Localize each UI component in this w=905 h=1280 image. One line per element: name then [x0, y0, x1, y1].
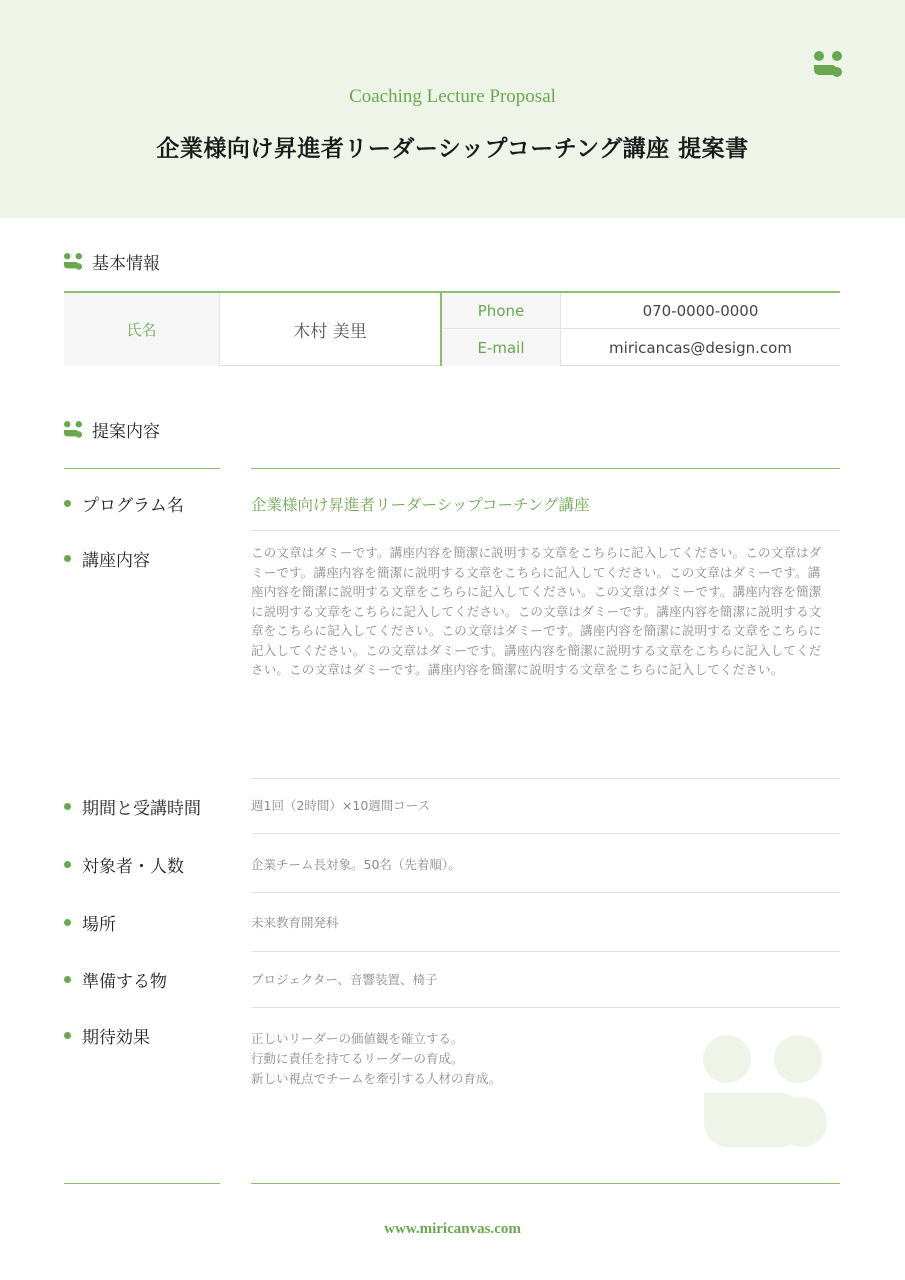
divider — [251, 892, 840, 893]
name-value: 木村 美里 — [293, 322, 367, 342]
bullet-dot — [64, 803, 71, 810]
bullet-dot — [64, 500, 71, 507]
bullet-dot — [64, 1032, 71, 1039]
period-value: 週1回（2時間）×10週間コース — [251, 798, 431, 813]
row-label-text: 期待効果 — [82, 1028, 150, 1048]
items-row-label — [64, 967, 167, 992]
bullet-dot — [64, 976, 71, 983]
divider — [251, 468, 840, 469]
place-row-label — [64, 910, 116, 935]
bullet-dot — [64, 861, 71, 868]
row-label-text: プログラム名 — [82, 496, 184, 516]
effect-item: 行動に責任を持てるリーダーの育成。 — [251, 1051, 464, 1066]
row-label-text: 場所 — [82, 915, 116, 935]
place-value: 未来教育開発科 — [251, 915, 339, 930]
divider — [64, 468, 220, 469]
phone-value: 070-0000-0000 — [561, 293, 840, 329]
effect-row-label — [64, 1023, 150, 1048]
bullet-dot — [64, 919, 71, 926]
document-title: 企業様向け昇進者リーダーシップコーチング講座 提案書 — [156, 136, 749, 162]
content-description: この文章はダミーです。講座内容を簡潔に説明する文章をこちらに記入してください。この文章はダミーです。講座内容を簡潔に説明する文章をこちらに記入してください。この文章はダミーです。講座内容を簡潔に説明する文章をこちらに記入してください。この文章はダミーです。講座内容を簡潔に説明する文章をこちらに記入してください。この文章はダミーです。講座内容を簡潔に説明する文章をこちらに記入してください。この文章はダミーです。講座内容を簡潔に説明する文章をこちらに記入してください。この文章はダミーです。講座内容を簡潔に説明する文章をこちらに記入してください。この文章はダミーです。講座内容を簡潔に説明する文章をこちらに記入してください。 — [251, 545, 822, 677]
divider — [251, 1007, 840, 1008]
row-label-text: 期間と受講時間 — [82, 799, 201, 819]
section-basic-info — [64, 249, 160, 274]
brand-logo-icon — [814, 51, 842, 79]
section-logo-icon — [64, 421, 82, 439]
target-value: 企業チーム長対象。50名（先着順）。 — [251, 857, 461, 872]
document-subtitle: Coaching Lecture Proposal — [349, 86, 556, 107]
effect-item: 新しい視点でチームを牽引する人材の育成。 — [251, 1071, 502, 1086]
phone-label: Phone — [442, 293, 561, 329]
section-title: 提案内容 — [92, 422, 160, 442]
row-label-text: 準備する物 — [82, 972, 167, 992]
target-row-label — [64, 852, 184, 877]
row-label-text: 講座内容 — [82, 551, 150, 571]
divider — [64, 1183, 220, 1184]
footer-url: www.miricanvas.com — [384, 1221, 521, 1237]
program-name-value: 企業様向け昇進者リーダーシップコーチング講座 — [251, 496, 590, 514]
items-value: プロジェクター、音響装置、椅子 — [251, 972, 438, 987]
period-row-label — [64, 794, 201, 819]
section-proposal — [64, 417, 160, 442]
section-title: 基本情報 — [92, 254, 160, 274]
program-row-label — [64, 491, 184, 516]
email-value: miricancas@design.com — [609, 339, 792, 357]
divider — [251, 833, 840, 834]
divider — [251, 1183, 840, 1184]
name-label: 氏名 — [64, 293, 220, 366]
section-logo-icon — [64, 253, 82, 271]
divider — [251, 778, 840, 779]
divider — [251, 951, 840, 952]
row-label-text: 対象者・人数 — [82, 857, 184, 877]
divider — [251, 530, 840, 531]
effect-item: 正しいリーダーの価値観を確立する。 — [251, 1031, 464, 1046]
bullet-dot — [64, 555, 71, 562]
content-row-label — [64, 546, 150, 571]
contact-table — [64, 291, 840, 366]
email-label: E-mail — [442, 330, 561, 366]
watermark-logo-icon — [702, 1033, 828, 1153]
header-band — [0, 0, 905, 218]
